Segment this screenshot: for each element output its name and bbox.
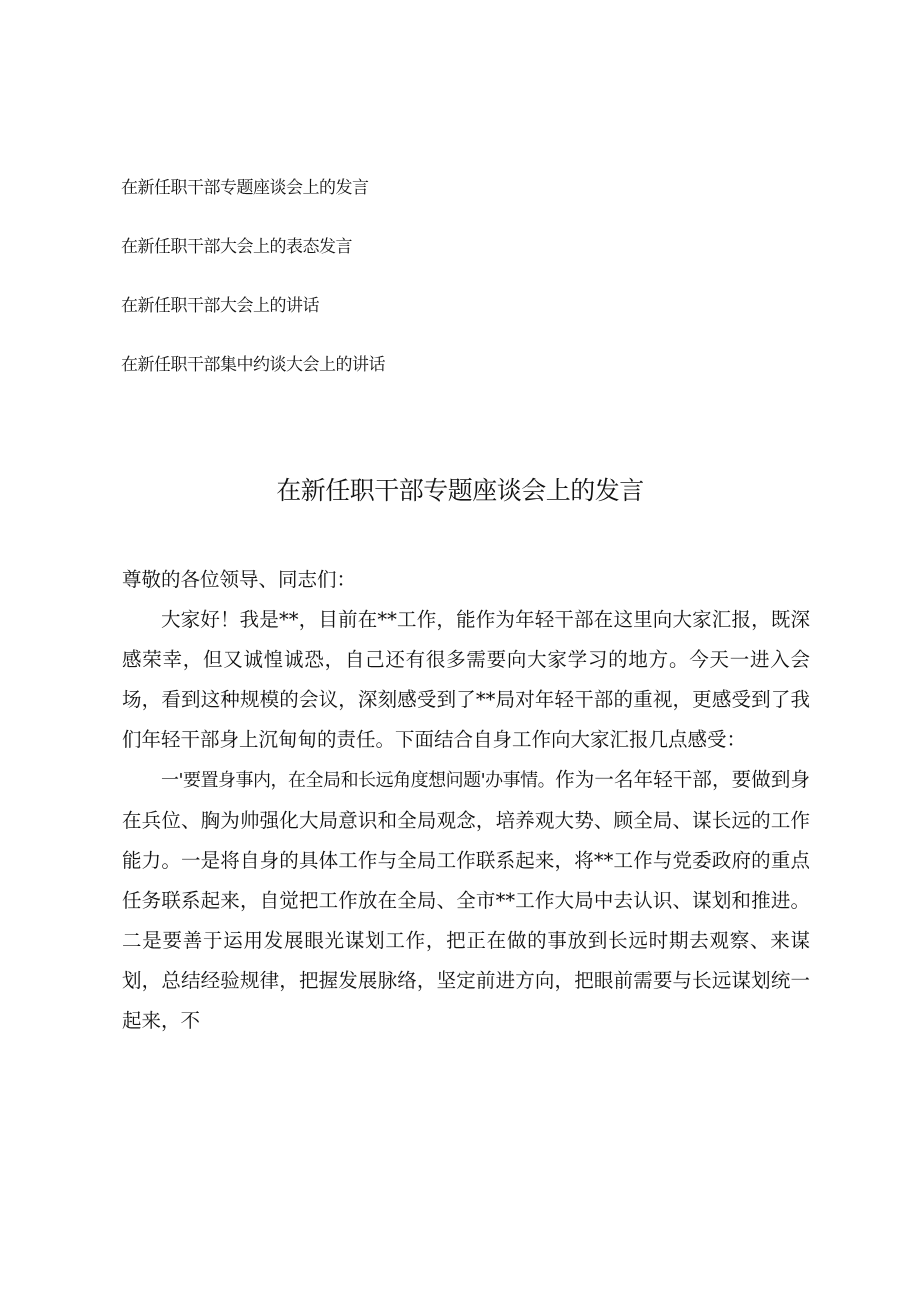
document-title: 在新任职干部专题座谈会上的发言	[276, 476, 644, 505]
toc-item: 在新任职干部专题座谈会上的发言	[121, 178, 369, 198]
paragraph-intro: 大家好！我是**，目前在**工作，能作为年轻干部在这里向大家汇报，既深感荣幸，但又诚惶诚恐，自己还有很多需要向大家学习的地方。今天一进入会场，看到这种规模的会议，深刻感受到了**局对年轻干部的重视，更感受到了我们年轻干部身上沉甸甸的责任。下面结合自身工作向大家汇报几点感受：	[122, 608, 810, 751]
paragraph-point-1	[122, 760, 810, 1041]
table-of-contents	[121, 176, 621, 412]
document-body	[122, 560, 810, 1041]
toc-item: 在新任职干部大会上的讲话	[121, 296, 319, 316]
point-1-heading: 一'要置身事内，在全局和长远角度想问题'办事情。	[161, 770, 556, 791]
toc-item: 在新任职干部大会上的表态发言	[121, 237, 352, 257]
salutation: 尊敬的各位领导、同志们：	[122, 568, 357, 591]
toc-item: 在新任职干部集中约谈大会上的讲话	[121, 355, 385, 375]
point-1-body: 作为一名年轻干部，要做到身在兵位、胸为帅强化大局意识和全局观念，培养观大势、顾全局、谋长远的工作能力。一是将自身的具体工作与全局工作联系起来，将**工作与党委政府的重点任务联系起来，自觉把工作放在全局、全市**工作大局中去认识、谋划和推进。二是要善于运用发展眼光谋划工作，把正在做的事放到长远时期去观察、来谋划，总结经验规律，把握发展脉络，坚定前进方向，把眼前需要与长远谋划统一起来，不	[122, 768, 810, 1032]
